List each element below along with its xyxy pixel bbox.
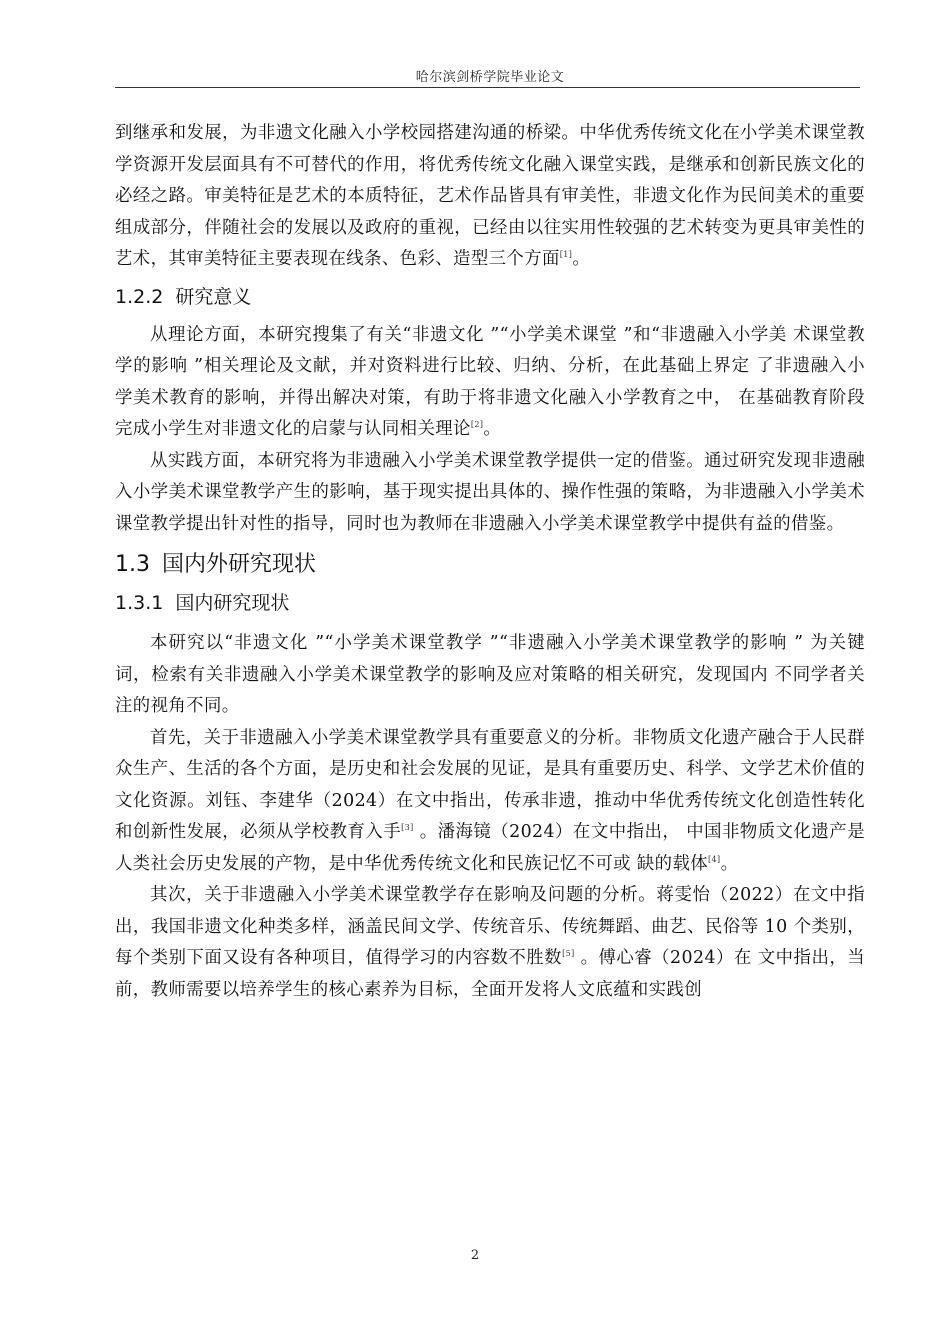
page-number: 2: [470, 1248, 480, 1263]
paragraph-tail: 。: [572, 249, 591, 269]
paragraph-tail: 。: [720, 853, 739, 874]
section-title: 研究意义: [175, 285, 252, 308]
paragraph-theory: [115, 320, 865, 446]
paragraph-keywords: 本研究以“非遗文化 ”“小学美术课堂教学 ”“非遗融入小学美术课堂教学的影响 ” 为关键词，检索有关非遗融入小学美术课堂教学的影响及应对策略的相关研究，发现国内 不同学者关注的视角不同。: [115, 633, 865, 716]
paragraph-text: 从理论方面，本研究搜集了有关“非遗文化 ”“小学美术课堂 ”和“非遗融入小学美 术课堂教学的影响 ”相关理论及文献，并对资料进行比较、归纳、分析，在此基础上界定 了非遗融入小学美术教育的影响，并得出解决对策，有助于将非遗文化融入小学教育之中， 在基础教育阶段完成小学生对非遗文化的启蒙与认同相关理论: [115, 324, 866, 439]
paragraph-tail: 。: [483, 419, 502, 439]
body-content: [115, 118, 865, 1006]
citation-2: [2]: [470, 420, 484, 429]
section-title: 国内外研究现状: [162, 552, 317, 577]
paragraph-text: 其次，关于非遗融入小学美术课堂教学存在影响及问题的分析。蒋雯怡（2022）在文中指出，我国非遗文化种类多样，涵盖民间文学、传统音乐、传统舞蹈、曲艺、民俗等 10 个类别，每个类别下面又设有各种项目，值得学习的内容数不胜数: [115, 885, 865, 968]
paragraph-first: [115, 723, 865, 881]
paragraph-text: 首先，关于非遗融入小学美术课堂教学具有重要意义的分析。非物质文化遗产融合于人民群众生产、生活的各个方面，是历史和社会发展的见证，是具有重要历史、科学、文学艺术价值的文化资源。刘钰、李建华（2024）在文中指出，传承非遗，推动中华优秀传统文化创造性转化和创新性发展，必须从学校教育入手: [115, 727, 865, 842]
citation-4: [4]: [708, 854, 721, 864]
section-heading-1-3: [115, 552, 865, 578]
paragraph-practice: 从实践方面，本研究将为非遗融入小学美术课堂教学提供一定的借鉴。通过研究发现非遗融入小学美术课堂教学产生的影响，基于现实提出具体的、操作性强的策略，为非遗融入小学美术课堂教学提出针对性的指导，同时也为教师在非遗融入小学美术课堂教学中提供有益的借鉴。: [115, 450, 865, 534]
section-number: 1.3: [115, 552, 150, 577]
section-heading-1-2-2: [115, 286, 865, 308]
section-heading-1-3-1: [115, 592, 865, 614]
citation-1: [1]: [559, 250, 573, 259]
paragraph-text: 到继承和发展，为非遗文化融入小学校园搭建沟通的桥梁。中华优秀传统文化在小学美术课堂教学资源开发层面具有不可替代的作用，将优秀传统文化融入课堂实践，是继承和创新民族文化的必经之路。审美特征是艺术的本质特征，艺术作品皆具有审美性，非遗文化作为民间美术的重要组成部分，伴随社会的发展以及政府的重视，已经由以往实用性较强的艺术转变为更具审美性的艺术，其审美特征主要表现在线条、色彩、造型三个方面: [115, 123, 865, 269]
paragraph-tail: 。傅心睿（2024）在 文中指出，当前，教师需要以培养学生的核心素养为目标，全面开发将人文底蕴和实践创: [115, 948, 865, 1000]
citation-3: [3]: [401, 823, 414, 832]
header-rule: [115, 87, 860, 88]
paragraph-continuation: [115, 118, 865, 276]
section-title: 国内研究现状: [175, 592, 290, 614]
running-header: 哈尔滨剑桥学院毕业论文: [415, 70, 565, 85]
paragraph-second: [115, 880, 865, 1006]
paragraph-text-mid: 。潘海镜（2024）在文中指出， 中国非物质文化遗产是人类社会历史发展的产物，是中华优秀传统文化和民族记忆不可或 缺的载体: [115, 822, 865, 874]
section-number: 1.3.1: [115, 592, 164, 614]
citation-5: [5]: [562, 949, 575, 958]
section-number: 1.2.2: [115, 285, 164, 308]
